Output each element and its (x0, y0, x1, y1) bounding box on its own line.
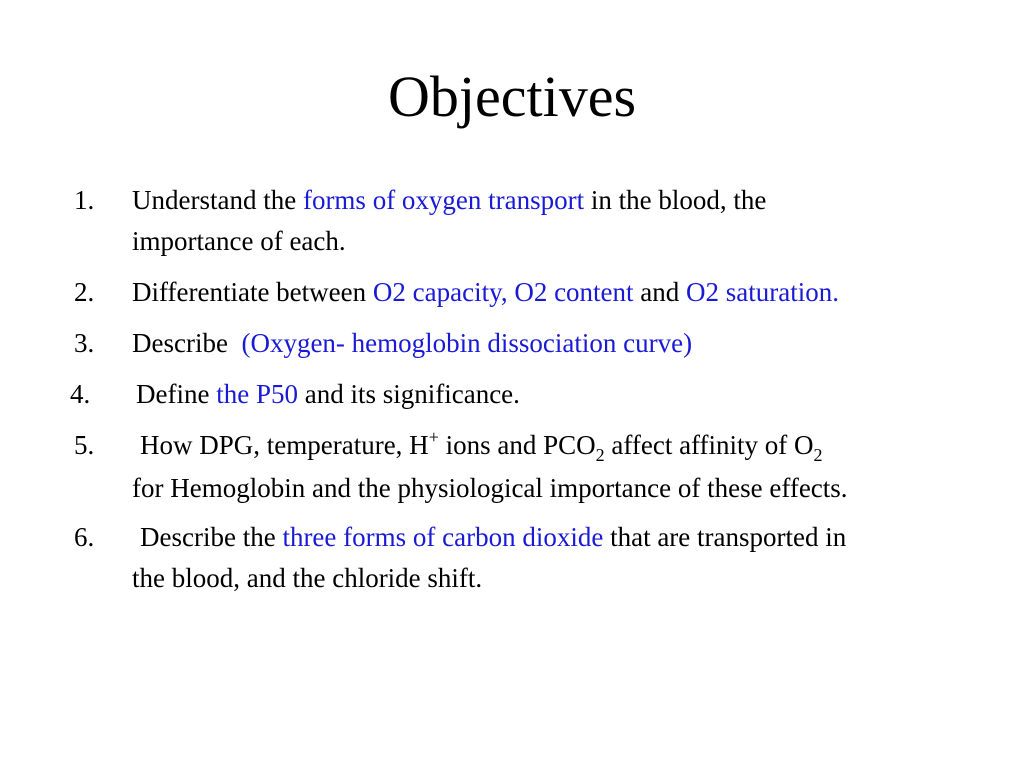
text-segment: that are transported in (603, 522, 847, 552)
text-segment: affect affinity of O (604, 430, 814, 460)
item-line-1 (132, 180, 766, 221)
highlight-text: the P50 (216, 379, 298, 409)
item-line-1 (132, 323, 692, 364)
text-segment: How DPG, temperature, H (140, 430, 429, 460)
item-number: 3. (74, 328, 95, 358)
text-segment: and (633, 277, 687, 307)
subscript-2: 2 (813, 445, 823, 465)
item-line-2: the blood, and the chloride shift. (132, 563, 483, 593)
text-segment: and its significance. (297, 379, 520, 409)
highlight-text: O2 capacity, O2 content (372, 277, 634, 307)
slide-title: Objectives (387, 64, 637, 129)
item-line-1 (132, 272, 839, 313)
item-number: 2. (74, 277, 95, 307)
highlight-text: three forms of carbon dioxide (282, 522, 604, 552)
item-line-2: importance of each. (132, 226, 346, 256)
item-line-1 (136, 374, 520, 415)
text-segment: Describe (132, 328, 235, 358)
item-number: 6. (74, 522, 95, 552)
subscript-2: 2 (595, 445, 605, 465)
text-segment: Differentiate between (132, 277, 373, 307)
item-line-2: for Hemoglobin and the physiological importance of these effects. (132, 473, 848, 503)
item-number: 5. (74, 430, 95, 460)
item-number: 4. (70, 379, 91, 409)
text-segment: Describe the (140, 522, 283, 552)
item-line-1 (140, 517, 846, 558)
superscript-plus: + (428, 427, 439, 447)
highlight-text: forms of oxygen transport (302, 185, 585, 215)
highlight-text: (Oxygen- hemoglobin dissociation curve) (241, 328, 693, 358)
item-line-1 (140, 425, 823, 466)
text-segment: in the blood, the (584, 185, 767, 215)
text-segment: ions and PCO (438, 430, 596, 460)
text-segment: Define (136, 379, 217, 409)
text-segment: Understand the (132, 185, 303, 215)
item-number: 1. (74, 185, 95, 215)
highlight-text: O2 saturation. (686, 277, 840, 307)
